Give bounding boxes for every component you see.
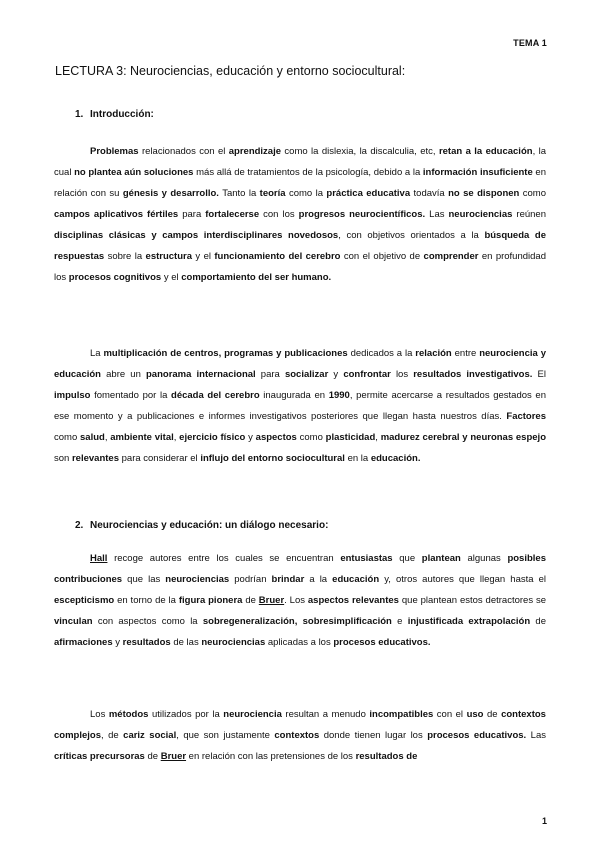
text-run: en profundidad los (54, 251, 546, 283)
text-run: de (242, 595, 259, 606)
bold-run: génesis y desarrollo. (122, 188, 219, 199)
text-run: . Los (284, 595, 308, 606)
paragraph-2 (54, 343, 546, 469)
text-run: , que son justamente (176, 730, 275, 741)
bold-run: educación (332, 574, 380, 585)
text-run: para (255, 369, 285, 380)
text-run: donde tienen lugar los (319, 730, 428, 741)
bold-run: aspectos relevantes (307, 595, 399, 606)
underlined-run (90, 553, 107, 564)
bold-run: procesos cognitivos (68, 272, 162, 283)
bold-run: no plantea aún soluciones (74, 167, 194, 178)
bold-run: neurociencia (223, 709, 282, 720)
text-run: de (483, 709, 502, 720)
text-run: reúnen (512, 209, 546, 220)
bold-run: 1990 (328, 390, 350, 401)
bold-run: procesos educativos. (333, 637, 431, 648)
section-number: 2. (75, 520, 84, 531)
text-run: que plantean estos detractores se (398, 595, 546, 606)
bold-run: plantean (421, 553, 461, 564)
text-run: para (178, 209, 206, 220)
bold-run: progresos neurocientíficos. (298, 209, 426, 220)
text-run: a la (304, 574, 333, 585)
text-run: que (392, 553, 422, 564)
text-run: entre (451, 348, 480, 359)
page-number: 1 (541, 816, 547, 826)
text-run: podrían (229, 574, 272, 585)
underlined-run (161, 751, 186, 762)
bold-run: funcionamiento del cerebro (214, 251, 341, 262)
bold-run: entusiastas (340, 553, 393, 564)
section-heading-neurociencias-educacion (75, 520, 555, 531)
bold-run: campos aplicativos fértiles (54, 209, 179, 220)
bold-run: contextos (274, 730, 320, 741)
text-run: , (375, 432, 381, 443)
bold-run: neurociencia y educación (54, 348, 546, 380)
text-run: como (54, 432, 81, 443)
bold-run: neurociencias (201, 637, 266, 648)
section-number: 1. (75, 109, 84, 120)
text-run: que las (122, 574, 166, 585)
bold-run: salud (80, 432, 105, 443)
bold-run: Bruer (258, 595, 285, 606)
text-run: más allá de tratamientos de la psicología, debido a la (193, 167, 423, 178)
text-run: recoge autores entre los cuales se encuentran (107, 553, 341, 564)
text-run: , (104, 432, 111, 443)
bold-run: multiplicación de centros, programas y publicaciones (103, 348, 348, 359)
bold-run: brindar (271, 574, 305, 585)
text-run: La (90, 348, 104, 359)
bold-run: no se disponen (448, 188, 520, 199)
bold-run: resultados investigativos. (413, 369, 533, 380)
text-run: aplicadas a los (265, 637, 334, 648)
bold-run: información insuficiente (422, 167, 533, 178)
bold-run: panorama internacional (146, 369, 256, 380)
bold-run: neurociencias (165, 574, 230, 585)
text-run: todavía (410, 188, 449, 199)
text-run: , (173, 432, 180, 443)
paragraph-1 (54, 141, 546, 288)
text-run: en la (344, 453, 371, 464)
bold-run: figura pionera (178, 595, 243, 606)
text-run: dedicados a la (347, 348, 416, 359)
bold-run: confrontar (343, 369, 391, 380)
bold-run: vinculan (54, 616, 93, 627)
text-run: abre un (101, 369, 146, 380)
text-run: con el (433, 709, 467, 720)
text-run: algunas (460, 553, 508, 564)
text-run: utilizados por la (148, 709, 224, 720)
header-tag: TEMA 1 (513, 38, 547, 48)
text-run: El (532, 369, 547, 380)
bold-run: injustificada extrapolación (407, 616, 531, 627)
bold-run: posibles contribuciones (54, 553, 546, 585)
bold-run: contextos complejos (54, 709, 546, 741)
text-run: en relación con su (54, 167, 546, 199)
bold-run: aprendizaje (228, 146, 282, 157)
bold-run: Factores (506, 411, 546, 422)
text-run: y (328, 369, 344, 380)
paragraph-4 (54, 704, 546, 767)
bold-run: cariz social (123, 730, 177, 741)
text-run: y, otros autores que llegan hasta el (379, 574, 546, 585)
bold-run: impulso (54, 390, 91, 401)
lecture-title: LECTURA 3: Neurociencias, educación y entorno sociocultural: (55, 64, 406, 78)
text-run: como (296, 432, 326, 443)
bold-run: Hall (90, 553, 108, 564)
underlined-run (259, 595, 284, 606)
bold-run: afirmaciones (54, 637, 113, 648)
bold-run: resultados de (355, 751, 418, 762)
bold-run: críticas precursoras (54, 751, 145, 762)
bold-run: ejercicio físico (179, 432, 246, 443)
section-heading-text: Introducción: (90, 109, 154, 120)
bold-run: métodos (108, 709, 149, 720)
bold-run: neurociencias (448, 209, 513, 220)
section-heading-text: Neurociencias y educación: un diálogo necesario: (90, 520, 329, 531)
bold-run: escepticismo (54, 595, 115, 606)
text-run: , la cual (54, 146, 546, 178)
text-run: son (54, 453, 72, 464)
text-run: fomentado por la (90, 390, 172, 401)
text-run: resultan a menudo (281, 709, 370, 720)
bold-run: fortalecerse (205, 209, 260, 220)
bold-run: aspectos (255, 432, 297, 443)
text-run: Los (90, 709, 109, 720)
text-run: de (530, 616, 546, 627)
bold-run: madurez cerebral y neuronas espejo (380, 432, 546, 443)
bold-run: teoría (259, 188, 286, 199)
text-run: Las (425, 209, 449, 220)
text-run: como (519, 188, 546, 199)
bold-run: disciplinas clásicas y campos interdisciplinares novedosos (54, 230, 339, 241)
text-run: y el (192, 251, 215, 262)
bold-run: plasticidad (325, 432, 376, 443)
text-run: de las (170, 637, 202, 648)
text-run: , de (101, 730, 124, 741)
bold-run: incompatibles (369, 709, 434, 720)
bold-run: educación. (370, 453, 421, 464)
text-run: como la dislexia, la discalculia, etc, (281, 146, 439, 157)
bold-run: ambiente vital (110, 432, 174, 443)
text-run: con los (259, 209, 299, 220)
bold-run: influjo del entorno sociocultural (200, 453, 345, 464)
bold-run: relación (415, 348, 452, 359)
bold-run: práctica educativa (326, 188, 411, 199)
bold-run: Problemas (90, 146, 139, 157)
text-run: con el objetivo de (340, 251, 424, 262)
bold-run: Bruer (160, 751, 187, 762)
text-run: e (391, 616, 408, 627)
text-run: de (144, 751, 161, 762)
text-run: y (112, 637, 123, 648)
paragraph-3 (54, 548, 546, 653)
section-heading-introduccion (75, 109, 555, 120)
text-run: , permite acercarse a resultados gestados en ese momento y a publicaciones e informes investigativos posteriores que llegan hasta nuestros días. (54, 390, 546, 422)
text-run: y (245, 432, 256, 443)
bold-run: relevantes (71, 453, 119, 464)
bold-run: resultados (122, 637, 171, 648)
text-run: y el (161, 272, 182, 283)
bold-run: sobregeneralización, sobresimplificación (202, 616, 392, 627)
text-run: , con objetivos orientados a la (338, 230, 485, 241)
text-run: como la (285, 188, 327, 199)
text-run: con aspectos como la (92, 616, 203, 627)
text-run: Las (526, 730, 546, 741)
bold-run: comprender (423, 251, 479, 262)
bold-run: comportamiento del ser humano. (181, 272, 332, 283)
text-run: Tanto la (218, 188, 260, 199)
text-run: relacionados con el (138, 146, 229, 157)
bold-run: búsqueda de respuestas (54, 230, 547, 262)
bold-run: procesos educativos. (427, 730, 527, 741)
bold-run: estructura (145, 251, 193, 262)
text-run: sobre la (104, 251, 146, 262)
text-run: inaugurada en (259, 390, 329, 401)
bold-run: década del cerebro (171, 390, 260, 401)
text-run: los (390, 369, 414, 380)
text-run: en torno de la (114, 595, 179, 606)
bold-run: socializar (284, 369, 329, 380)
text-run: para considerar el (118, 453, 201, 464)
bold-run: retan a la educación (438, 146, 533, 157)
bold-run: uso (466, 709, 484, 720)
text-run: en relación con las pretensiones de los (186, 751, 356, 762)
